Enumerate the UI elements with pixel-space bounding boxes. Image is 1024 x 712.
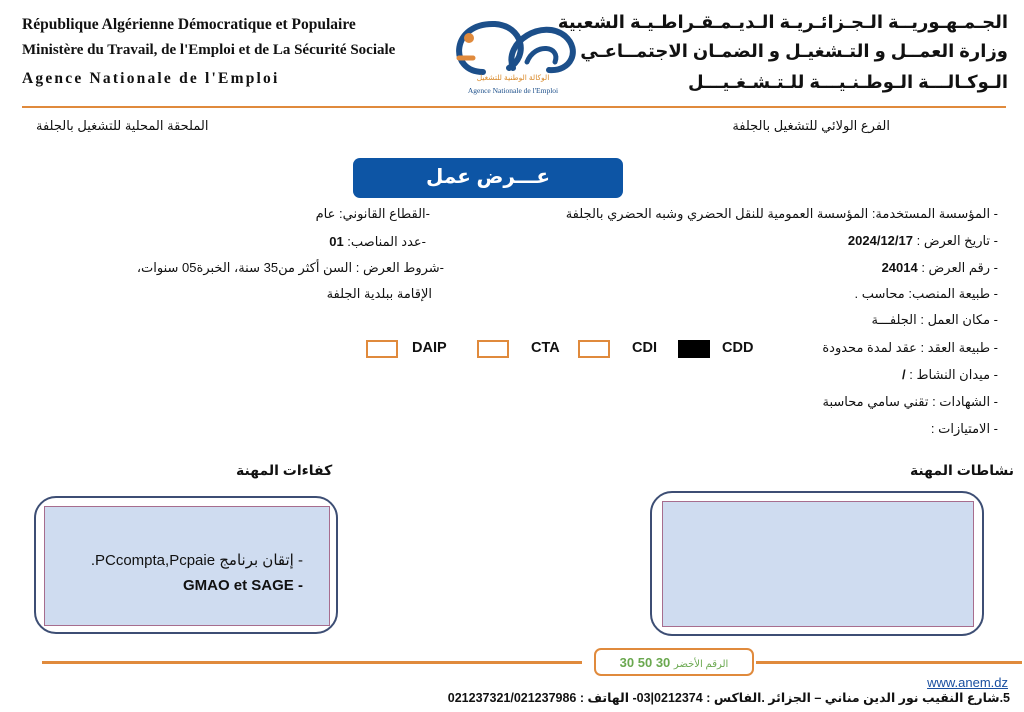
field-employer (566, 206, 998, 222)
skills-title: كفاءات المهنة (236, 462, 333, 478)
field-legal-sector-label: -القطاع القانوني: (335, 206, 430, 221)
green-number-label: الرقم الأخضر (673, 659, 729, 670)
field-conditions-label: -شروط العرض : (352, 260, 444, 275)
field-contract-type-label: - طبيعة العقد : (916, 340, 998, 355)
footer-divider-right (756, 661, 1022, 664)
field-diplomas-label: - الشهادات : (928, 394, 998, 409)
field-offer-date (848, 233, 998, 249)
field-legal-sector-value: عام (315, 206, 336, 221)
activities-title: نشاطات المهنة (909, 462, 1014, 478)
cdi-label: CDI (632, 340, 657, 356)
footer-address: 5.شارع النقيب نور الدين مناني – الجزائر .الفاكس : 0212374|03- الهاتف : 021237321/021237986 (447, 691, 1010, 705)
field-benefits (931, 421, 998, 437)
field-workplace-label: - مكان العمل : (916, 312, 998, 327)
field-legal-sector (316, 206, 430, 222)
field-diplomas-value: تقني سامي محاسبة (822, 394, 929, 409)
offer-title: عـــرض عمل (353, 158, 623, 198)
header-fr-line-3: Agence Nationale de l'Emploi (22, 70, 280, 87)
skill-item: - إتقان برنامج PCcompta,Pcpaie. (90, 552, 303, 569)
cdi-checkbox[interactable] (578, 340, 610, 358)
daip-checkbox[interactable] (366, 340, 398, 358)
field-position-label: - طبيعة المنصب: (904, 286, 998, 301)
header-fr-line-2: Ministère du Travail, de l'Emploi et de La Sécurité Sociale (22, 42, 396, 58)
green-number-value: 30 50 30 (619, 655, 671, 670)
field-conditions (137, 260, 444, 276)
footer-divider-left (42, 661, 582, 664)
field-conditions-value: السن أكثر من35 سنة، الخبرة05 سنوات، (136, 260, 353, 275)
cta-checkbox[interactable] (477, 340, 509, 358)
header-ar-line-2: وزارة العمــل و التـشغيـل و الضمـان الاجتمــاعـي (580, 41, 1008, 61)
cdd-label: CDD (722, 340, 754, 356)
field-offer-date-label: - تاريخ العرض : (913, 233, 998, 248)
regional-branch: الفرع الولائي للتشغيل بالجلفة (732, 118, 890, 133)
activities-panel (650, 491, 984, 636)
field-employer-label: - المؤسسة المستخدمة: (871, 206, 998, 221)
field-offer-number-value: 24014 (881, 260, 918, 275)
field-benefits-label: - الامتيازات : (930, 421, 998, 436)
field-activity-area-value: / (902, 367, 906, 382)
field-offer-date-value: 2024/12/17 (847, 233, 913, 248)
cdd-checkbox[interactable] (678, 340, 710, 358)
header-ar-line-1: الجـمـهـوريــة الـجـزائـريـة الـديـمـقـراطـيـة الشعبية (557, 12, 1008, 32)
field-contract-type-value: عقد لمدة محدودة (822, 340, 917, 355)
field-contract-type (822, 340, 998, 356)
header-ar-line-3: الـوكـالـــة الـوطـنـيـــة للـتـشـغـيـــل (688, 72, 1008, 92)
skills-panel (34, 496, 338, 634)
field-post-count (329, 234, 426, 250)
field-employer-value: المؤسسة العمومية للنقل الحضري وشبه الحضري بالجلفة (565, 206, 872, 221)
field-position (855, 286, 998, 302)
field-offer-number-label: - رقم العرض : (917, 260, 998, 275)
header-divider (22, 106, 1006, 108)
header-fr-line-1: République Algérienne Démocratique et Populaire (22, 16, 356, 33)
field-conditions-residence: الإقامة ببلدية الجلفة (326, 286, 432, 301)
field-activity-area (902, 367, 998, 383)
logo-caption-ar: الوكالة الوطنية للتشغيل (476, 73, 550, 82)
skills-content (44, 506, 330, 626)
daip-label: DAIP (412, 340, 447, 356)
field-diplomas (823, 394, 998, 410)
logo-caption-fr: Agence Nationale de l'Emploi (467, 86, 559, 95)
field-position-value: محاسب . (854, 286, 905, 301)
activities-content (662, 501, 974, 627)
green-number-box (594, 648, 754, 676)
field-post-count-label: -عدد المناصب: (343, 234, 426, 249)
local-annex: الملحقة المحلية للتشغيل بالجلفة (36, 118, 209, 133)
website-link[interactable]: www.anem.dz (927, 675, 1008, 690)
field-activity-area-label: - ميدان النشاط : (905, 367, 998, 382)
field-workplace (872, 312, 999, 328)
field-offer-number (882, 260, 998, 276)
field-post-count-value: 01 (329, 234, 344, 249)
cta-label: CTA (531, 340, 560, 356)
field-workplace-value: الجلفـــة (871, 312, 917, 327)
skill-item: - GMAO et SAGE (182, 577, 303, 594)
